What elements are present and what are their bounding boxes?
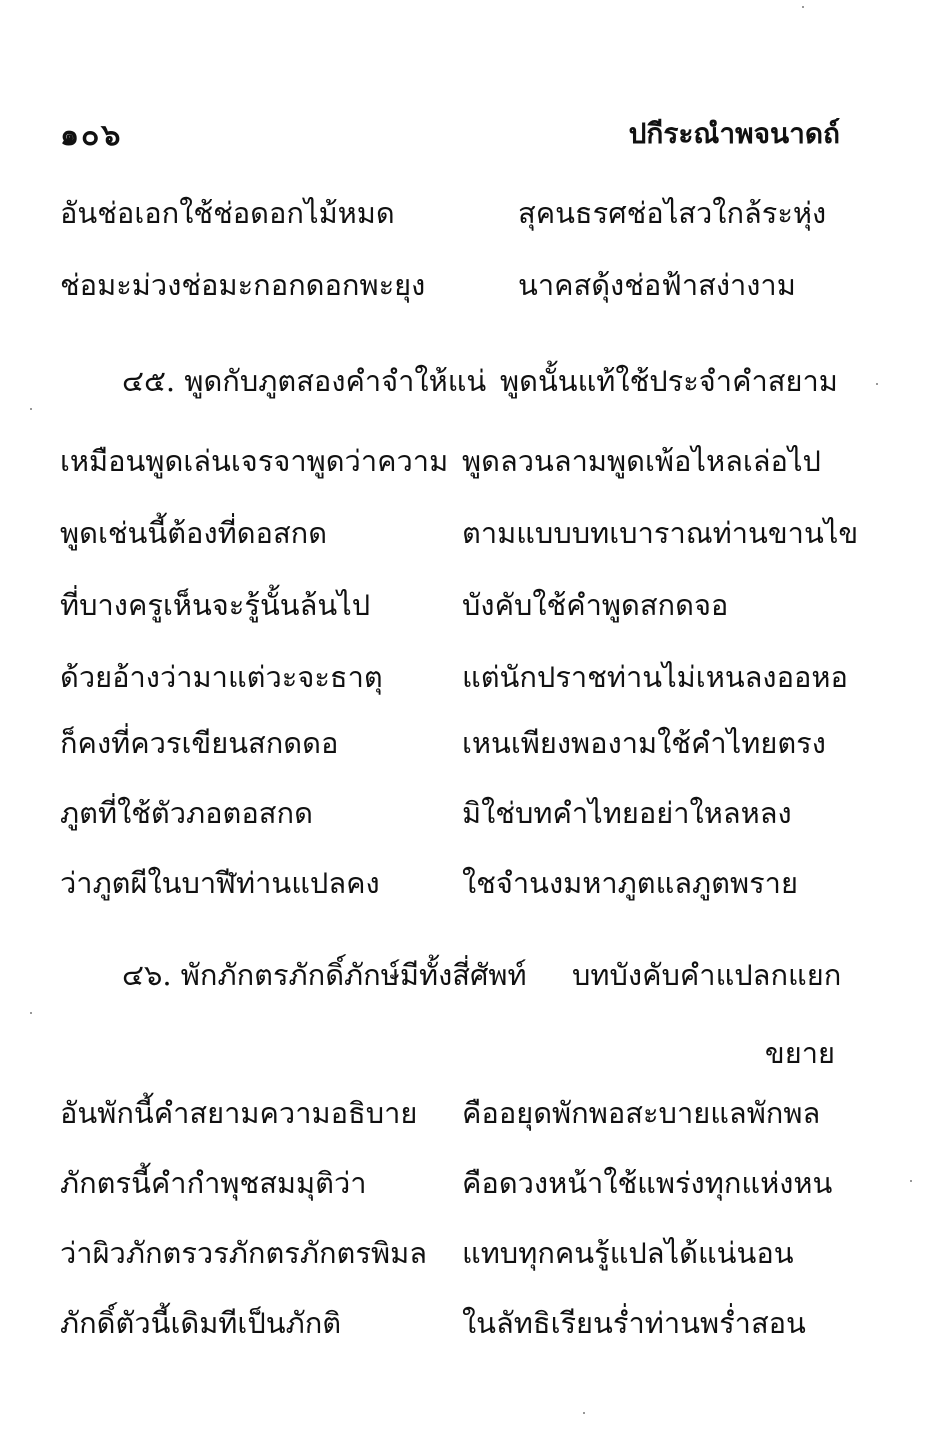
stanza-heading-45 — [0, 358, 925, 406]
verse-line — [0, 654, 925, 702]
verse-left: ภักตรนี้คำกำพุชสมมุติว่า — [60, 1166, 367, 1200]
page-number: ๑๐๖ — [60, 118, 123, 153]
scan-speck — [910, 1180, 912, 1182]
verse-line — [0, 860, 925, 908]
verse-right: ตามแบบบทเบาราณท่านขานไข — [462, 516, 859, 550]
verse-right: ในลัทธิเรียนร่ำท่านพร่ำสอน — [462, 1306, 806, 1340]
verse-right: คืออยุดพักพอสะบายแลพักพล — [462, 1096, 821, 1130]
scan-speck — [30, 408, 32, 410]
verse-line — [0, 582, 925, 630]
verse-right: มิใช่บทคำไทยอย่าใหลหลง — [462, 796, 792, 830]
verse-left: ที่บางครูเห็นจะรู้นั้นล้นไป — [60, 588, 371, 622]
verse-right: แต่นักปราชท่านไม่เหนลงออหอ — [462, 660, 848, 694]
verse-left: ว่าภูตผีในบาฬีท่านแปลคง — [60, 866, 380, 900]
verse-right: เหนเพียงพองามใช้คำไทยตรง — [462, 726, 826, 760]
scan-speck — [876, 383, 878, 385]
verse-left: อันช่อเอกใช้ช่อดอกไม้หมด — [60, 196, 395, 230]
verse-left: ด้วยอ้างว่ามาแต่วะจะธาตุ — [60, 660, 383, 694]
verse-left: ก็คงที่ควรเขียนสกดดอ — [60, 726, 339, 760]
verse-line — [0, 510, 925, 558]
verse-line — [0, 790, 925, 838]
verse-line — [0, 1300, 925, 1348]
page-header — [60, 112, 840, 156]
verse-left: พูดเช่นนี้ต้องที่ดอสกด — [60, 516, 328, 550]
verse-line — [0, 190, 925, 238]
verse-right: ใชจำนงมหาภูตแลภูตพราย — [462, 866, 798, 900]
verse-left: เหมือนพูดเล่นเจรจาพูดว่าความ — [60, 444, 449, 478]
verse-right: พูดลวนลามพูดเพ้อไหลเล่อไป — [462, 444, 821, 478]
verse-left: ภูตที่ใช้ตัวภอตอสกด — [60, 796, 313, 830]
verse-line — [0, 1090, 925, 1138]
verse-line — [0, 262, 925, 310]
verse-right: นาคสดุ้งช่อฟ้าสง่างาม — [518, 268, 796, 302]
verse-line — [0, 1230, 925, 1278]
running-title: ปกีระณำพจนาดถ์ — [628, 117, 840, 150]
verse-line — [0, 1160, 925, 1208]
stanza-heading-46 — [0, 952, 925, 1000]
verse-left: ว่าผิวภักตรวรภักตรภักตรพิมล — [60, 1236, 427, 1270]
verse-right: แทบทุกคนรู้แปลได้แน่นอน — [462, 1236, 794, 1270]
stanza-heading-right: บทบังคับคำแปลกแยก — [572, 958, 842, 992]
stanza-heading-left: ๔๖. พักภักตรภักดิ์ภักษ์มีทั้งสี่ศัพท์ — [122, 958, 527, 992]
verse-left: ช่อมะม่วงช่อมะกอกดอกพะยุง — [60, 268, 426, 302]
verse-left: อันพักนี้คำสยามความอธิบาย — [60, 1096, 418, 1130]
scan-speck — [802, 6, 804, 8]
verse-line — [0, 720, 925, 768]
stanza-heading-left: ๔๕. พูดกับภูตสองคำจำให้แน่ — [122, 364, 487, 398]
verse-left: ภักดิ์ตัวนี้เดิมทีเป็นภักติ — [60, 1306, 342, 1340]
scan-speck — [30, 1012, 32, 1014]
verse-line — [0, 438, 925, 486]
scan-speck — [583, 1412, 585, 1414]
verse-right: บังคับใช้คำพูดสกดจอ — [462, 588, 729, 622]
verse-right: สุคนธรศช่อไสวใกล้ระหุ่ง — [518, 196, 827, 230]
verse-right: คือดวงหน้าใช้แพร่งทุกแห่งหน — [462, 1166, 833, 1200]
stanza-heading-right: พูดนั้นแท้ใช้ประจำคำสยาม — [500, 364, 838, 398]
stanza-heading-wrap: ขยาย — [764, 1036, 835, 1070]
